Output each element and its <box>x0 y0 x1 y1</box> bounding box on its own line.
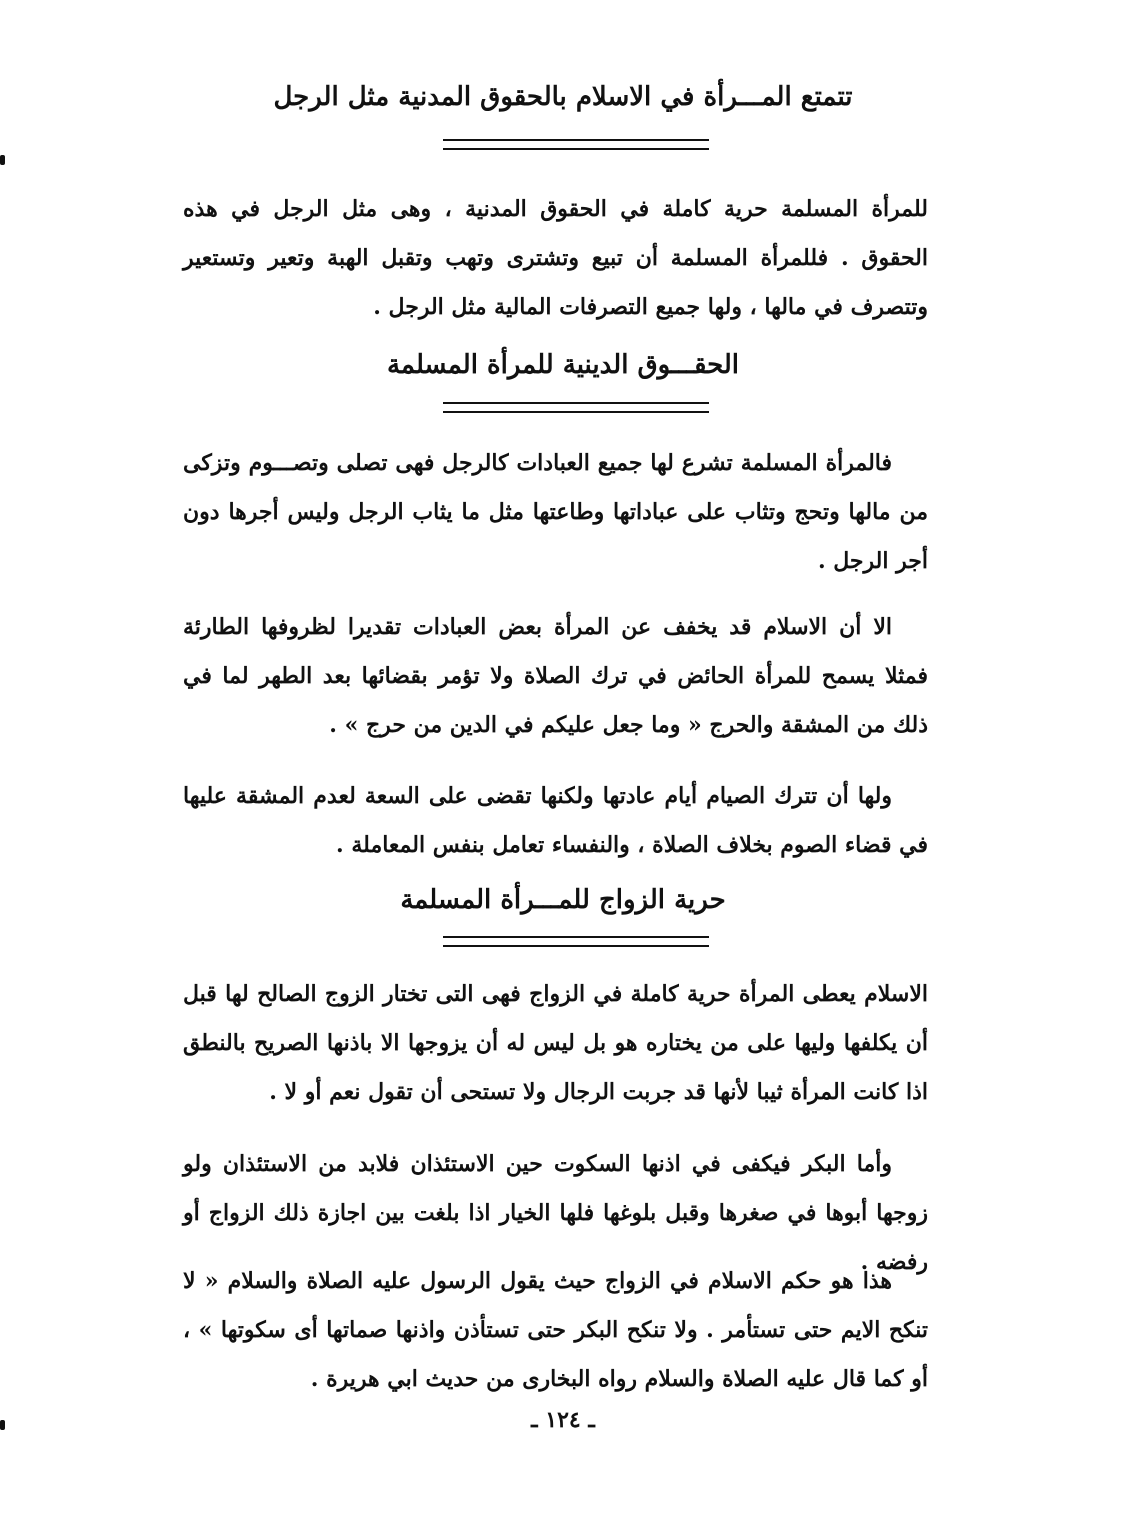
paragraph: للمرأة المسلمة حرية كاملة في الحقوق المدنية ، وهى مثل الرجل في هذه الحقوق . فللمرأة المسلمة أن تبيع وتشترى وتهب وتقبل الهبة وتعير وتستعير وتتصرف في مالها ، ولها جميع التصرفات المالية مثل الرجل . <box>183 196 928 320</box>
paragraph: وأما البكر فيكفى في اذنها السكوت حين الاستئذان فلابد من الاستئذان ولو زوجها أبوها في صغرها وقبل بلوغها فلها الخيار اذا بلغت بين اجازة ذلك الزواج أو رفضه . <box>183 1151 928 1275</box>
heading-double-rule <box>443 936 709 947</box>
page-number: ـ ١٢٤ ـ <box>531 1407 595 1433</box>
section-heading-religious-rights: الحقـــوق الدينية للمرأة المسلمة <box>386 350 740 380</box>
paragraph: ولها أن تترك الصيام أيام عادتها ولكنها تقضى على السعة لعدم المشقة عليها في قضاء الصوم بخلاف الصلاة ، والنفساء تعامل بنفس المعاملة . <box>183 783 928 858</box>
paragraph: الا أن الاسلام قد يخفف عن المرأة بعض العبادات تقديرا لظروفها الطارئة فمثلا يسمح للمرأة الحائض في ترك الصلاة ولا تؤمر بقضائها بعد الطهر لما في ذلك من المشقة والحرج « وما جعل عليكم في الدين من حرج » . <box>183 614 928 738</box>
paragraph: هذا هو حكم الاسلام في الزواج حيث يقول الرسول عليه الصلاة والسلام « لا تنكح الايم حتى تستأمر . ولا تنكح البكر حتى تستأذن واذنها صماتها أى سكوتها » ، أو كما قال عليه الصلاة والسلام رواه البخارى من حديث ابي هريرة . <box>183 1268 928 1392</box>
paragraph: الاسلام يعطى المرأة حرية كاملة في الزواج فهى التى تختار الزوج الصالح لها قبل أن يكلفها وليها على من يختاره هو بل ليس له أن يزوجها الا باذنها الصريح بالنطق اذا كانت المرأة ثيبا لأنها قد جربت الرجال ولا تستحى أن تقول نعم أو لا . <box>183 981 928 1105</box>
section-heading-civil-rights: تتمتع المـــرأة في الاسلام بالحقوق المدنية مثل الرجل <box>273 82 853 112</box>
heading-double-rule <box>443 402 709 413</box>
heading-double-rule <box>443 139 709 150</box>
paragraph: فالمرأة المسلمة تشرع لها جميع العبادات كالرجل فهى تصلى وتصـــوم وتزكى من مالها وتحج وتثاب على عباداتها وطاعتها مثل ما يثاب الرجل وليس أجرها دون أجر الرجل . <box>183 450 928 574</box>
section-heading-marriage-freedom: حرية الزواج للمـــرأة المسلمة <box>400 885 726 915</box>
margin-mark <box>0 155 5 165</box>
